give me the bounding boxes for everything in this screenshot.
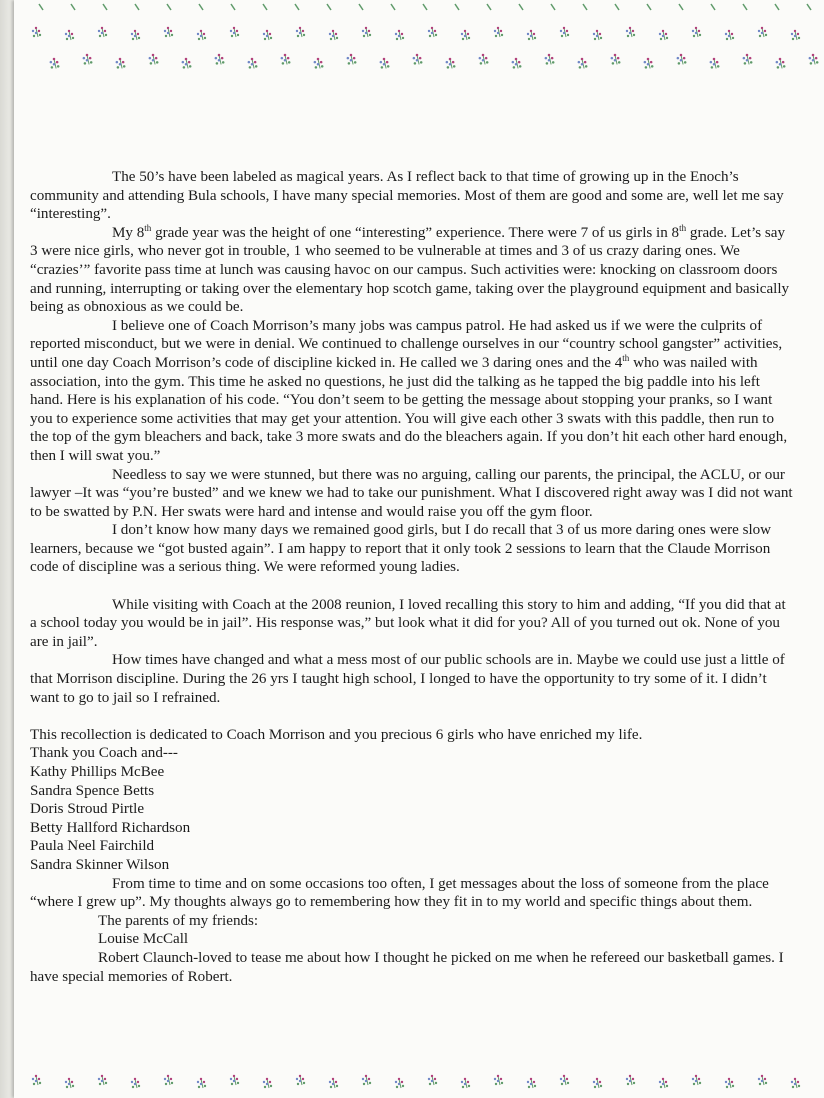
flower-sprig-icon: [791, 30, 800, 40]
girl-name: Kathy Phillips McBee: [30, 764, 165, 780]
flower-sprig-icon: [710, 58, 720, 69]
flower-sprig-icon: [758, 27, 767, 37]
flower-sprig-icon: [281, 54, 291, 65]
flower-sprig-icon: [593, 30, 602, 40]
flower-sprig-icon: [362, 1075, 371, 1085]
flower-sprig-icon: [362, 27, 371, 37]
girl-name: Sandra Spence Betts: [30, 782, 155, 799]
flower-sprig-icon: [215, 54, 225, 65]
paragraph-intro: The 50’s have been labeled as magical years. As I reflect back to that time of growing up in the Enoch’s community and attending Bula schools, I have many special memories. Most of them are good and some are, well let me say “interesting”.: [30, 169, 784, 223]
flower-sprig-icon: [98, 1075, 107, 1085]
flower-sprig-icon: [197, 30, 206, 40]
recollection-text: [30, 168, 795, 986]
flower-sprig-icon: [776, 58, 786, 69]
paragraph-eighth-grade: My 8th grade year was the height of one “interesting” experience. There were 7 of us girls in 8th grade. Let’s say 3 were nice girls, who never got in trouble, 1 who seemed to be vulnerable at times and 3 of us crazy daring ones. We “crazies’” favorite pass time at lunch was causing havoc on our campus. Such activities were: knocking on classroom doors and running, interrupting or taking over the elementary hop scotch game, taking over the playground equipment and basically being as obnoxious as we could be.: [30, 222, 790, 316]
flower-sprig-icon: [65, 30, 74, 40]
flower-sprig-icon: [380, 58, 390, 69]
flower-sprig-icon: [329, 30, 338, 40]
flower-sprig-icon: [791, 1078, 800, 1088]
flower-sprig-icon: [626, 1075, 635, 1085]
paragraph-stunned: Needless to say we were stunned, but there was no arguing, calling our parents, the principal, the ACLU, or our lawyer –It was “you’re busted” and we knew we had to take our punishment. What I discovered right away was I did not want to be swatted by P.N. Her swats were hard and intense and would raise you off the gym floor.: [30, 466, 793, 520]
paragraph-closing: From time to time and on some occasions too often, I get messages about the loss of someone from the place “where I grew up”. My thoughts always go to remembering how they fit in to my world and specific things about them.: [30, 875, 769, 911]
flower-sprig-icon: [626, 27, 635, 37]
flower-sprig-icon: [677, 54, 687, 65]
flower-sprig-icon: [248, 58, 258, 69]
flower-sprig-icon: [494, 1075, 503, 1085]
flower-sprig-icon: [578, 58, 588, 69]
flower-sprig-icon: [428, 27, 437, 37]
flower-sprig-icon: [461, 1078, 470, 1088]
flower-sprig-icon: [296, 27, 305, 37]
girl-name: Paula Neel Fairchild: [30, 838, 155, 855]
flower-sprig-icon: [560, 27, 569, 37]
girl-name: Betty Hallford Richardson: [30, 819, 191, 836]
flower-sprig-icon: [611, 54, 621, 65]
flower-sprig-icon: [32, 27, 41, 37]
flower-sprig-icon: [65, 1078, 74, 1088]
flower-sprig-icon: [446, 58, 456, 69]
flower-sprig-icon: [263, 1078, 272, 1088]
flower-sprig-icon: [725, 30, 734, 40]
flower-sprig-icon: [131, 1078, 140, 1088]
flower-sprig-icon: [479, 54, 489, 65]
flower-sprig-icon: [428, 1075, 437, 1085]
flower-sprig-icon: [692, 27, 701, 37]
flower-sprig-icon: [164, 27, 173, 37]
flower-sprig-icon: [644, 58, 654, 69]
flower-sprig-icon: [692, 1075, 701, 1085]
flower-sprig-icon: [725, 1078, 734, 1088]
flower-sprig-icon: [263, 30, 272, 40]
flower-sprig-icon: [593, 1078, 602, 1088]
parent-entry: Robert Claunch-loved to tease me about how I thought he picked on me when he refereed our basketball games. I have special memories of Robert.: [30, 949, 784, 985]
flower-sprig-icon: [182, 58, 192, 69]
flower-sprig-icon: [461, 30, 470, 40]
parent-entry: Louise McCall: [98, 931, 189, 948]
flower-sprig-icon: [512, 58, 522, 69]
flower-sprig-icon: [395, 30, 404, 40]
flower-sprig-icon: [83, 54, 93, 65]
girl-name: Sandra Skinner Wilson: [30, 856, 170, 873]
flower-sprig-icon: [809, 54, 819, 65]
flower-sprig-icon: [527, 30, 536, 40]
paragraph-good-girls: I don’t know how many days we remained good girls, but I do recall that 3 of us more daring ones were slow learners, because we “got busted again”. I am happy to report that it only took 2 sessions to learn that the Claude Morrison code of discipline was a serious thing. We were reformed young ladies.: [30, 522, 772, 576]
flower-sprig-icon: [659, 30, 668, 40]
thanks-line: Thank you Coach and---: [30, 745, 178, 762]
flower-sprig-icon: [527, 1078, 536, 1088]
flower-sprig-icon: [413, 54, 423, 65]
flower-sprig-icon: [494, 27, 503, 37]
flower-sprig-icon: [743, 54, 753, 65]
flower-sprig-icon: [98, 27, 107, 37]
paragraph-campus-patrol: I believe one of Coach Morrison’s many jobs was campus patrol. He had asked us if we were the culprits of reported misconduct, but we were in denial. We continued to challenge ourselves in our “country school gangster” activities, until one day Coach Morrison’s code of discipline kicked in. He called we 3 daring ones and the 4th who was nailed with association, into the gym. This time he asked no questions, he just did the talking as he tapped the big paddle into his left hand. Here is his explanation of his code. “You don’t seem to be getting the message about stopping your pranks, so I want you to experience some activities that may get your attention. You will give each other 3 swats with this paddle, then run to the top of the gym bleachers and back, take 3 more swats and do the bleachers again. If you don’t hit each other hard enough, then I will swat you.”: [30, 317, 788, 464]
flower-sprig-icon: [296, 1075, 305, 1085]
flower-sprig-icon: [347, 54, 357, 65]
flower-sprig-icon: [560, 1075, 569, 1085]
flower-sprig-icon: [32, 1075, 41, 1085]
flower-sprig-icon: [545, 54, 555, 65]
flower-sprig-icon: [131, 30, 140, 40]
flower-sprig-icon: [230, 27, 239, 37]
girls-list: [30, 763, 795, 875]
flower-sprig-icon: [116, 58, 126, 69]
floral-border-top: [14, 0, 824, 80]
flower-sprig-icon: [164, 1075, 173, 1085]
paragraph-reunion: While visiting with Coach at the 2008 reunion, I loved recalling this story to him and adding, “If you did that at a school today you would be in jail”. His response was,” but look what it did for you? All of you turned out ok. None of you are in jail”.: [30, 596, 786, 650]
dedication: This recollection is dedicated to Coach Morrison and you precious 6 girls who have enriched my life.: [30, 726, 643, 743]
flower-sprig-icon: [197, 1078, 206, 1088]
flower-sprig-icon: [659, 1078, 668, 1088]
girl-name: Doris Stroud Pirtle: [30, 801, 145, 818]
flower-sprig-icon: [329, 1078, 338, 1088]
flower-sprig-icon: [230, 1075, 239, 1085]
binder-edge: [0, 0, 14, 1098]
flower-sprig-icon: [395, 1078, 404, 1088]
flower-sprig-icon: [758, 1075, 767, 1085]
floral-border-bottom: [14, 1068, 824, 1098]
paragraph-times-changed: How times have changed and what a mess most of our public schools are in. Maybe we could use just a little of that Morrison discipline. During the 26 yrs I taught high school, I longed to have the opportunity to try some of it. I didn’t want to go to jail so I refrained.: [30, 652, 785, 706]
parents-heading: The parents of my friends:: [98, 912, 259, 929]
flower-sprig-icon: [50, 58, 60, 69]
flower-sprig-icon: [314, 58, 324, 69]
flower-sprig-icon: [149, 54, 159, 65]
